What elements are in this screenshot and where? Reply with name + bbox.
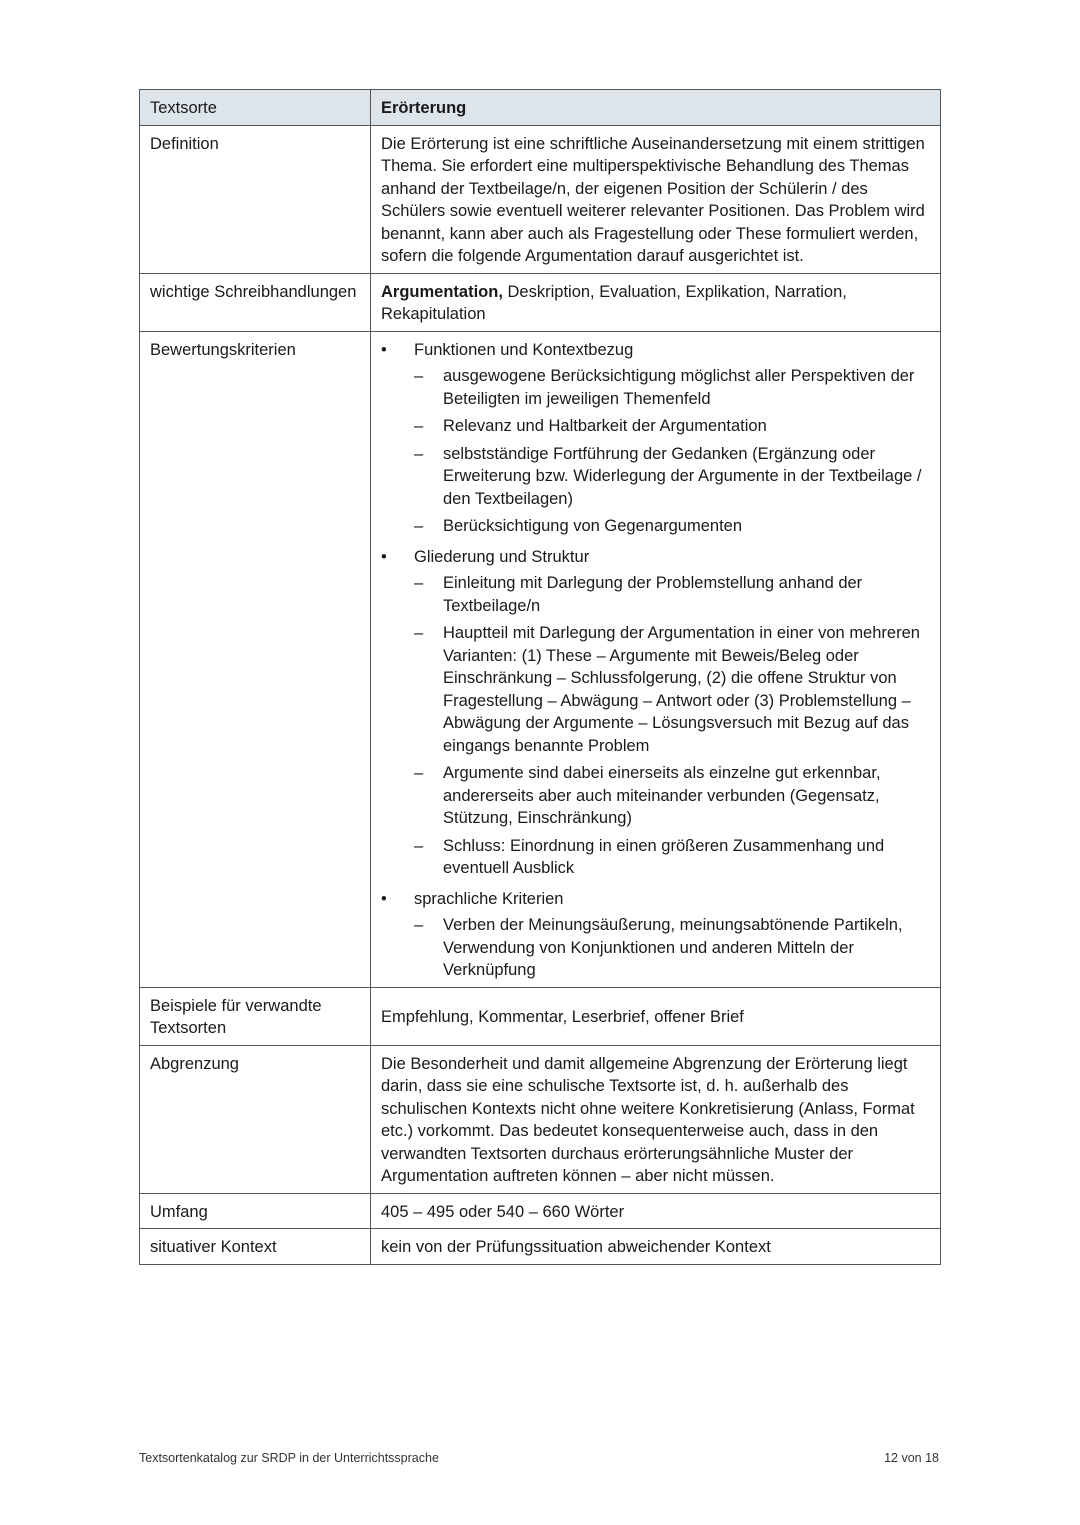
header-label: Textsorte bbox=[140, 90, 371, 126]
table-header-row bbox=[140, 90, 941, 126]
header-value: Erörterung bbox=[371, 90, 941, 126]
schreibhandlungen-label: wichtige Schreibhandlungen bbox=[140, 273, 371, 331]
table-row bbox=[140, 1193, 941, 1229]
dash-icon: – bbox=[414, 624, 424, 642]
criteria-list bbox=[381, 339, 930, 982]
criteria-group bbox=[381, 339, 930, 538]
definition-text: Die Erörterung ist eine schriftliche Auseinandersetzung mit einem strittigen Thema. Sie erfordert eine multiperspektivische Behandlung des Themas anhand der Textbeilage/n, der eigenen Position der Schülerin / des Schülers sowie eventuell weiterer relevanter Positionen. Das Problem wird benannt, kann aber auch als Fragestellung oder These formuliert werden, sofern die folgende Argumentation darauf ausgerichtet ist. bbox=[371, 125, 941, 273]
list-item bbox=[414, 365, 930, 410]
bullet-icon: • bbox=[381, 889, 387, 908]
criteria-group-title: Funktionen und Kontextbezug bbox=[414, 340, 634, 359]
schreibhandlungen-text bbox=[371, 273, 941, 331]
list-item-text: selbstständige Fortführung der Gedanken (Ergänzung oder Erweiterung bzw. Widerlegung der Argumente in der Textbeilage / den Textbeilagen) bbox=[443, 444, 922, 508]
bewertung-criteria bbox=[371, 331, 941, 987]
list-item-text: Berücksichtigung von Gegenargumenten bbox=[443, 517, 743, 535]
bullet-icon: • bbox=[381, 547, 387, 566]
list-item bbox=[414, 572, 930, 617]
list-item-text: Einleitung mit Darlegung der Problemstellung anhand der Textbeilage/n bbox=[443, 574, 863, 615]
abgrenzung-text: Die Besonderheit und damit allgemeine Abgrenzung der Erörterung liegt darin, dass sie eine schulische Textsorte ist, d. h. außerhalb des schulischen Kontexts nicht ohne weitere Konkretisierung (Anlass, Format etc.) vorkommt. Das bedeutet konsequenterweise auch, dass in den verwandten Textsorten durchaus erörterungsähnliche Muster der Argumentation auftreten können – aber nicht müssen. bbox=[371, 1045, 941, 1193]
table-row bbox=[140, 273, 941, 331]
definition-label: Definition bbox=[140, 125, 371, 273]
list-item-text: Relevanz und Haltbarkeit der Argumentation bbox=[443, 417, 767, 435]
list-item bbox=[414, 415, 930, 438]
bullet-icon: • bbox=[381, 340, 387, 359]
bewertung-label: Bewertungskriterien bbox=[140, 331, 371, 987]
schreibhandlungen-bold: Argumentation, bbox=[381, 282, 503, 301]
umfang-label: Umfang bbox=[140, 1193, 371, 1229]
table-row bbox=[140, 1045, 941, 1193]
dash-icon: – bbox=[414, 836, 424, 855]
umfang-text: 405 – 495 oder 540 – 660 Wörter bbox=[371, 1193, 941, 1229]
list-item-text: ausgewogene Berücksichtigung möglichst aller Perspektiven der Beteiligten im jeweiligen Themenfeld bbox=[443, 367, 915, 408]
list-item bbox=[414, 622, 930, 757]
criteria-group bbox=[381, 888, 930, 982]
dash-icon: – bbox=[414, 417, 424, 435]
list-item bbox=[414, 762, 930, 830]
footer-title: Textsortenkatalog zur SRDP in der Unterrichtssprache bbox=[139, 1451, 439, 1465]
table-row bbox=[140, 1229, 941, 1265]
table-row bbox=[140, 987, 941, 1045]
kontext-label: situativer Kontext bbox=[140, 1229, 371, 1265]
schreibhandlungen-rest: Deskription, Evaluation, Explikation, Narration, Rekapitulation bbox=[381, 282, 847, 323]
list-item-text: Verben der Meinungsäußerung, meinungsabtönende Partikeln, Verwendung von Konjunktionen und anderen Mitteln der Verknüpfung bbox=[443, 916, 903, 979]
text-type-table bbox=[139, 89, 941, 1265]
criteria-group-title: Gliederung und Struktur bbox=[414, 547, 590, 566]
table-row bbox=[140, 125, 941, 273]
list-item-text: Argumente sind dabei einerseits als einzelne gut erkennbar, andererseits aber auch miteinander verbunden (Gegensatz, Stützung, Einschränkung) bbox=[443, 764, 881, 827]
beispiele-text: Empfehlung, Kommentar, Leserbrief, offener Brief bbox=[371, 987, 941, 1045]
list-item bbox=[414, 914, 930, 982]
dash-icon: – bbox=[414, 574, 424, 592]
abgrenzung-label: Abgrenzung bbox=[140, 1045, 371, 1193]
list-item bbox=[414, 835, 930, 880]
list-item-text: Schluss: Einordnung in einen größeren Zusammenhang und eventuell Ausblick bbox=[443, 836, 885, 877]
criteria-sublist bbox=[414, 572, 930, 880]
dash-icon: – bbox=[414, 764, 424, 782]
dash-icon: – bbox=[414, 367, 424, 385]
list-item bbox=[414, 443, 930, 511]
page-number: 12 von 18 bbox=[884, 1451, 939, 1465]
kontext-text: kein von der Prüfungssituation abweichender Kontext bbox=[371, 1229, 941, 1265]
list-item bbox=[414, 515, 930, 538]
table-row bbox=[140, 331, 941, 987]
list-item-text: Hauptteil mit Darlegung der Argumentation in einer von mehreren Varianten: (1) These – Argumente mit Beweis/Beleg oder Einschränkung – Schlussfolgerung, (2) die offene Struktur von Fragestellung – Abwägung – Antwort oder (3) Problemstellung – Abwägung der Argumente – Lösungsversuch mit Bezug auf das eingangs benannte Problem bbox=[443, 624, 920, 755]
criteria-group bbox=[381, 546, 930, 880]
dash-icon: – bbox=[414, 517, 424, 535]
dash-icon: – bbox=[414, 444, 424, 463]
dash-icon: – bbox=[414, 916, 424, 934]
criteria-sublist bbox=[414, 914, 930, 982]
beispiele-label: Beispiele für verwandte Textsorten bbox=[140, 987, 371, 1045]
criteria-sublist bbox=[414, 365, 930, 538]
criteria-group-title: sprachliche Kriterien bbox=[414, 889, 564, 908]
